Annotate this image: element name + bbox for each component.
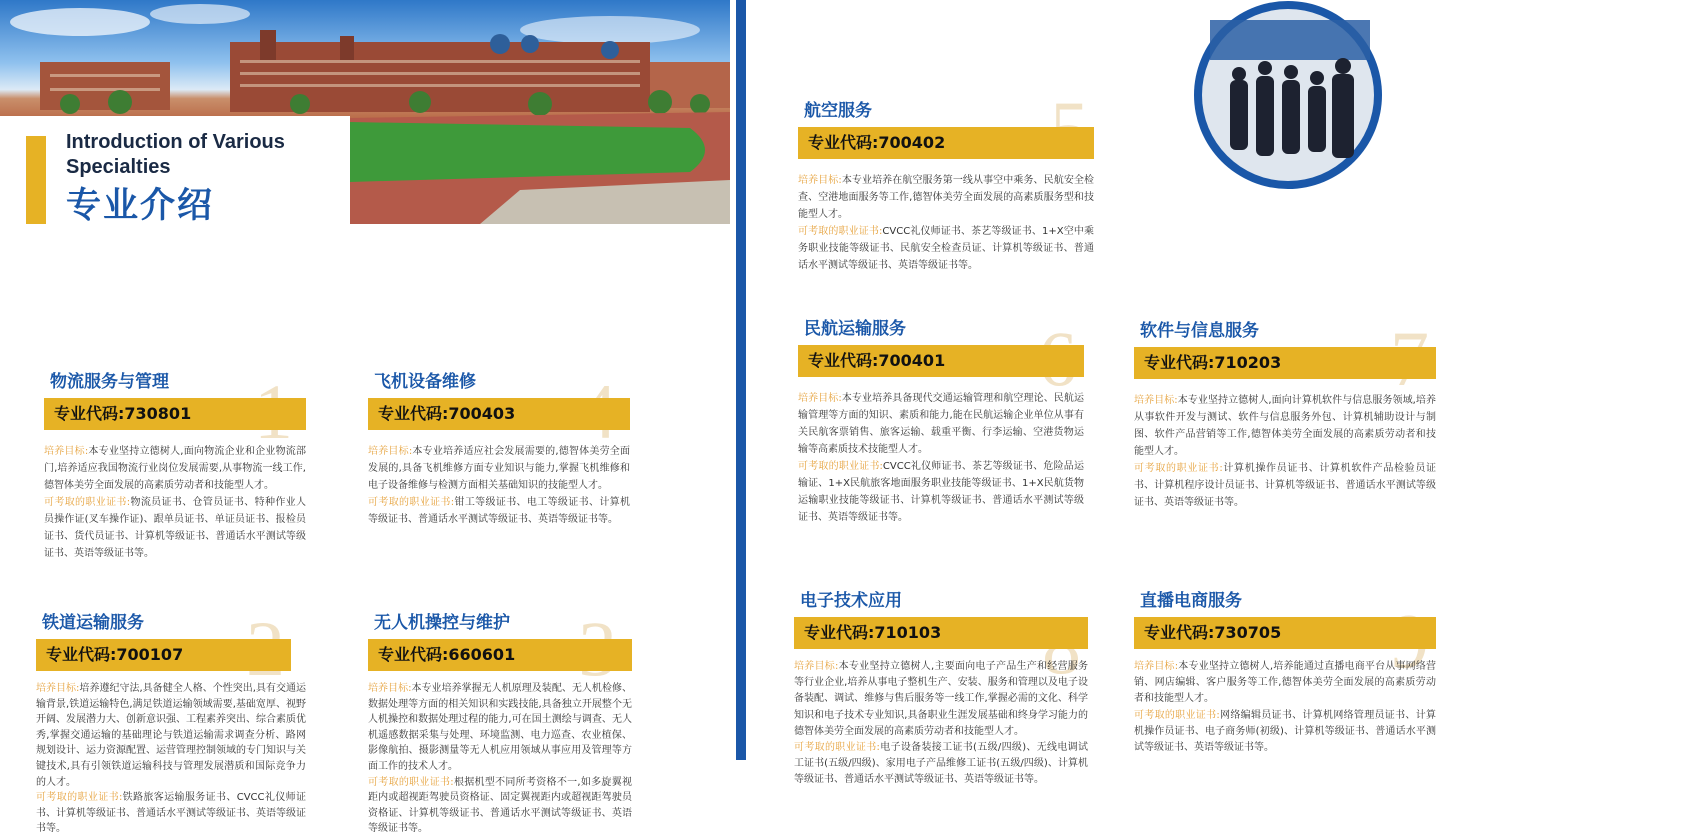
section-title: 直播电商服务 — [1140, 591, 1242, 611]
goal-text: 本专业培养掌握无人机原理及装配、无人机检修、数据处理等方面的相关知识和实践技能,具备独立开展整个无人机操控和数据处理过程的能力,可在国土测绘与调查、无人机遥感数据采集与处理、环境监测、电力巡查、农业植保、影像航拍、摄影测量等无人机应用领域从事应用及管理等方面工作的技术人才。 — [368, 683, 632, 772]
goal-text: 本专业培养具备现代交通运输管理和航空理论、民航运输管理等方面的知识、素质和能力,能在民航运输企业单位从事有关民航客票销售、旅客运输、载重平衡、行李运输、空港货物运输等高素质技术技能型人才。 — [798, 393, 1084, 455]
section-title: 民航运输服务 — [804, 319, 906, 339]
code-bar: 专业代码:730705 — [1134, 617, 1436, 649]
code-bar: 专业代码:660601 — [368, 639, 632, 671]
goal-text: 本专业坚持立德树人,培养能通过直播电商平台从事网络营销、网店编辑、客户服务等工作,德智体美劳全面发展的高素质劳动者和技能型人才。 — [1134, 661, 1437, 705]
section-title: 无人机操控与维护 — [374, 613, 510, 633]
specialty-electronics — [794, 496, 1088, 789]
cert-label: 可考取的职业证书: — [798, 226, 883, 237]
goal-label: 培养目标: — [36, 683, 80, 694]
section-number — [1050, 84, 1346, 174]
code-bar: 专业代码:710103 — [794, 617, 1088, 649]
section-body — [368, 443, 630, 528]
goal-label: 培养目标: — [368, 683, 412, 694]
specialty-live-ecommerce — [1134, 496, 1436, 756]
section-body — [798, 390, 1084, 526]
cert-label: 可考取的职业证书: — [1134, 709, 1220, 721]
cert-label: 可考取的职业证书: — [1134, 463, 1223, 474]
cert-label: 可考取的职业证书: — [36, 792, 123, 804]
goal-text: 本专业坚持立德树人,主要面向电子产品生产和经营服务等行业企业,培养从事电子整机生产、安装、服务和管理以及电子设备装配、调试、维修与售后服务等一线工作,掌握必需的文化、科学知识和电子技术专业知识,具备职业生涯发展基础和终身学习能力的德智体美劳全面发展的高素质劳动者和技能型人才。 — [794, 661, 1088, 737]
cert-text: 物流员证书、仓管员证书、特种作业人员操作证(叉车操作证)、跟单员证书、单证员证书、报检员证书、货代员证书、计算机等级证书、普通话水平测试等级证书、英语等级证书等。 — [44, 497, 307, 559]
section-body — [368, 681, 632, 837]
section-body — [44, 443, 306, 562]
cert-label: 可考取的职业证书: — [368, 497, 455, 508]
section-title: 软件与信息服务 — [1140, 321, 1259, 341]
code-bar: 专业代码:730801 — [44, 398, 306, 430]
intro-title-en: Introduction of Various Specialties — [66, 131, 285, 178]
section-title: 物流服务与管理 — [50, 372, 169, 392]
cert-text: CVCC礼仪师证书、茶艺等级证书、危险品运输证、1+X民航旅客地面服务职业技能等级证书、1+X民航货物运输职业技能等级证书、计算机等级证书、普通话水平测试等级证书、英语等级证书等。 — [798, 461, 1084, 523]
section-title: 航空服务 — [804, 101, 872, 121]
intro-accent-bar — [26, 136, 46, 224]
goal-label: 培养目标: — [1134, 661, 1179, 672]
code-bar: 专业代码:700402 — [798, 127, 1094, 159]
goal-text: 培养遵纪守法,具备健全人格、个性突出,具有交通运输背景,铁道运输特色,满足铁道运输领域需要,基础宽厚、视野开阔、发展潜力大、创新意识强、工程素养突出、综合素质优秀,掌握交通运输的基础理论与铁道运输需求调查分析、路网规划设计、运力资源配置、运营管理控制领域的专门知识与关键技术,具有引领铁道运输科技与管理发展潜质和国际竞争力的人才。 — [36, 683, 307, 788]
goal-text: 本专业培养在航空服务第一线从事空中乘务、民航安全检查、空港地面服务等工作,德智体美劳全面发展的高素质服务型和技能型人才。 — [798, 175, 1094, 220]
section-body — [798, 172, 1094, 274]
cert-label: 可考取的职业证书: — [798, 461, 883, 472]
left-page — [0, 0, 730, 835]
cert-text: 网络编辑员证书、计算机网络管理员证书、计算机操作员证书、电子商务师(初级)、计算机等级证书、普通话水平测试等级证书、英语等级证书等。 — [1134, 709, 1436, 754]
code-bar: 专业代码:700401 — [798, 345, 1084, 377]
specialty-aircraft-maintenance — [368, 277, 630, 528]
goal-label: 培养目标: — [798, 175, 842, 186]
goal-label: 培养目标: — [794, 661, 839, 672]
goal-label: 培养目标: — [798, 393, 842, 404]
goal-text: 本专业坚持立德树人,面向计算机软件与信息服务领域,培养从事软件开发与测试、软件与信息服务外包、计算机辅助设计与制图、软件产品营销等工作,德智体美劳全面发展的高素质劳动者和技能型人才。 — [1134, 395, 1437, 457]
goal-text: 本专业坚持立德树人,面向物流企业和企业物流部门,培养适应我国物流行业岗位发展需要,从事物流一线工作,德智体美劳全面发展的高素质劳动者和技能型人才。 — [44, 446, 306, 491]
section-body — [1134, 659, 1436, 756]
cert-label: 可考取的职业证书: — [794, 742, 880, 754]
cert-text: 根据机型不同所考资格不一,如多旋翼视距内或超视距驾驶员资格证、固定翼视距内或超视距驾驶员资格证、计算机等级证书、普通话水平测试等级证书、英语等级证书等。 — [368, 776, 632, 835]
goal-label: 培养目标: — [1134, 395, 1178, 406]
specialty-railway — [36, 518, 306, 837]
section-body — [794, 659, 1088, 789]
cert-text: 计算机操作员证书、计算机软件产品检验员证书、计算机程序设计员证书、计算机等级证书、普通话水平测试等级证书、英语等级证书等。 — [1134, 463, 1437, 508]
intro-title-cn: 专业介绍 — [66, 186, 215, 226]
code-bar: 专业代码:700107 — [36, 639, 291, 671]
specialty-aviation-service — [798, 6, 1094, 274]
section-body — [1134, 392, 1436, 511]
section-title: 飞机设备维修 — [374, 372, 476, 392]
goal-label: 培养目标: — [368, 446, 413, 457]
specialty-logistics — [44, 277, 306, 562]
cert-text: 铁路旅客运输服务证书、CVCC礼仪师证书、计算机等级证书、普通话水平测试等级证书、英语等级证书等。 — [36, 792, 306, 835]
specialty-software — [1134, 226, 1436, 511]
cert-label: 可考取的职业证书: — [368, 776, 454, 788]
section-title: 铁道运输服务 — [42, 613, 144, 633]
section-title: 电子技术应用 — [800, 591, 902, 611]
code-bar: 专业代码:700403 — [368, 398, 630, 430]
code-bar: 专业代码:710203 — [1134, 347, 1436, 379]
cert-text: CVCC礼仪师证书、茶艺等级证书、1+X空中乘务职业技能等级证书、民航安全检查员证、计算机等级证书、普通话水平测试等级证书、英语等级证书等。 — [798, 226, 1094, 271]
cert-label: 可考取的职业证书: — [44, 497, 131, 508]
goal-label: 培养目标: — [44, 446, 89, 457]
cert-text: 电子设备装接工证书(五级/四级)、无线电调试工证书(五级/四级)、家用电子产品维修工证书(五级/四级)、计算机等级证书、普通话水平测试等级证书、英语等级证书等。 — [794, 742, 1088, 786]
goal-text: 本专业培养适应社会发展需要的,德智体美劳全面发展的,具备飞机维修方面专业知识与能力,掌握飞机维修和电子设备维修与检测方面相关基础知识的技能型人才。 — [368, 446, 630, 491]
section-body — [36, 681, 306, 837]
cert-text: 钳工等级证书、电工等级证书、计算机等级证书、普通话水平测试等级证书、英语等级证书等。 — [368, 497, 631, 525]
